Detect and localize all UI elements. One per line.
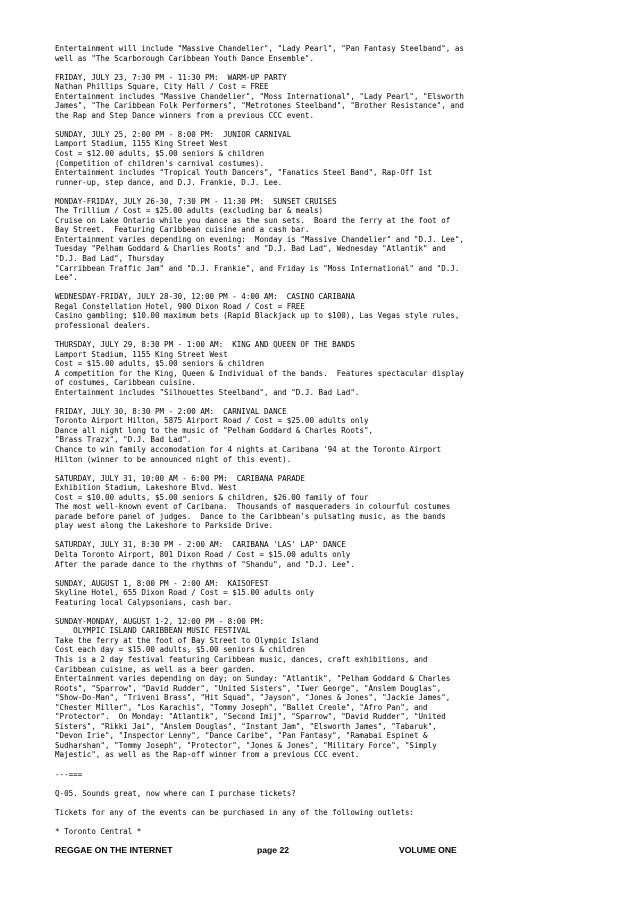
text-line: SUNDAY, AUGUST 1, 8:00 PM - 2:00 AM: KAISOFEST bbox=[55, 578, 269, 588]
text-line: Entertainment varies depending on day; on Sunday: "Atlantik", "Pelham Goddard & Charles bbox=[55, 674, 451, 684]
text-line: MONDAY-FRIDAY, JULY 26-30, 7:30 PM - 11:30 PM: SUNSET CRUISES bbox=[55, 196, 337, 206]
text-line: Entertainment includes "Silhouettes Steelband", and "D.J. Bad Lad". bbox=[55, 387, 360, 397]
text-line: Sudharshan", "Tommy Joseph", "Protector", "Jones & Jones", "Military Force", "Simply bbox=[55, 740, 437, 750]
text-line: Hilton (winner to be announced night of this event). bbox=[55, 454, 292, 464]
text-line: Nathan Phillips Square, City Hall / Cost = FREE bbox=[55, 82, 269, 92]
text-line: well as "The Scarborough Caribbean Youth Dance Ensemble". bbox=[55, 53, 314, 63]
text-line: Casino gambling; $10.00 maximum bets (Rapid Blackjack up to $100), Las Vegas style rules, bbox=[55, 311, 460, 321]
text-line: Tuesday "Pelham Goddard & Charlies Roots" and "D.J. Bad Lad", Wednesday "Atlantik" and bbox=[55, 244, 446, 254]
page-footer bbox=[55, 845, 595, 857]
text-line: After the parade dance to the rhythms of "Shandu", and "D.J. Lee". bbox=[55, 559, 355, 569]
text-line: Tickets for any of the events can be purchased in any of the following outlets: bbox=[55, 807, 414, 817]
text-line: The most well-known event of Caribana. Thousands of masqueraders in colourful costumes bbox=[55, 502, 451, 512]
text-line: Regal Constellation Hotel, 900 Dixon Road / Cost = FREE bbox=[55, 301, 305, 311]
text-line: Exhibition Stadium, Lakeshore Blvd. West bbox=[55, 483, 237, 493]
document-body bbox=[55, 44, 595, 836]
text-line: Q-05. Sounds great, now where can I purchase tickets? bbox=[55, 788, 296, 798]
text-line: "D.J. Bad Lad", Thursday bbox=[55, 254, 165, 264]
text-line: play west along the Lakeshore to Parkside Drive. bbox=[55, 521, 274, 531]
text-line: Entertainment will include "Massive Chandelier", "Lady Pearl", "Pan Fantasy Steelband", as bbox=[55, 44, 464, 53]
text-line: OLYMPIC ISLAND CARIBBEAN MUSIC FESTIVAL bbox=[55, 626, 251, 636]
footer-page-number: page 22 bbox=[257, 845, 290, 855]
text-line: The Trillium / Cost = $25.00 adults (excluding bar & meals) bbox=[55, 206, 324, 216]
text-line: SATURDAY, JULY 31, 8:30 PM - 2:00 AM: CARIBANA 'LAS' LAP' DANCE bbox=[55, 540, 346, 550]
text-line: FRIDAY, JULY 30, 8:30 PM - 2:00 AM: CARNIVAL DANCE bbox=[55, 406, 287, 416]
text-line: Cost = $15.00 adults, $5.00 seniors & children bbox=[55, 359, 265, 369]
text-line: "Show-Do-Man", "Triveni Brass", "Hit Squad", "Jayson", "Jones & Jones", "Jackie James", bbox=[55, 693, 451, 703]
text-line: Entertainment includes "Massive Chandelier", "Moss International", "Lady Pearl", "Elsworth bbox=[55, 91, 464, 101]
text-line: A competition for the King, Queen & Individual of the bands. Features spectacular display bbox=[55, 368, 464, 378]
text-line: Take the ferry at the foot of Bay Street to Olympic Island bbox=[55, 635, 319, 645]
footer-volume: VOLUME ONE bbox=[399, 845, 457, 855]
text-line: "Devon Irie", "Inspector Lenny", "Dance Caribe", "Pan Fantasy", "Ramabai Espinet & bbox=[55, 731, 428, 741]
paragraph bbox=[55, 73, 595, 121]
text-line: Cruise on Lake Ontario while you dance as the sun sets. Board the ferry at the foot of bbox=[55, 215, 451, 225]
text-line: Lamport Stadium, 1155 King Street West bbox=[55, 349, 228, 359]
text-line: runner-up, step dance, and D.J. Frankie, D.J. Lee. bbox=[55, 177, 283, 187]
text-line: SATURDAY, JULY 31, 10:00 AM - 6:00 PM: CARIBANA PARADE bbox=[55, 473, 305, 483]
text-line: SUNDAY, JULY 25, 2:00 PM - 8:00 PM: JUNIOR CARNIVAL bbox=[55, 129, 292, 139]
text-line: Cost each day = $15.00 adults, $5.00 seniors & children bbox=[55, 645, 305, 655]
text-line: Skyline Hotel, 655 Dixon Road / Cost = $15.00 adults only bbox=[55, 588, 314, 598]
text-line: Cost = $12.00 adults, $5.00 seniors & children bbox=[55, 149, 265, 159]
paragraph bbox=[55, 407, 595, 464]
paragraph bbox=[55, 540, 595, 569]
paragraph bbox=[55, 789, 595, 799]
text-line: the Rap and Step Dance winners from a previous CCC event. bbox=[55, 110, 314, 120]
text-line: SUNDAY-MONDAY, AUGUST 1-2, 12:00 PM - 8:00 PM: bbox=[55, 616, 265, 626]
paragraph bbox=[55, 808, 595, 818]
text-line: WEDNESDAY-FRIDAY, JULY 28-30, 12:00 PM - 4:00 AM: CASINO CARIBANA bbox=[55, 292, 355, 302]
text-line: Dance all night long to the music of "Pelham Goddard & Charles Roots", bbox=[55, 425, 374, 435]
text-line: "Chester Miller", "Los Karachis", "Tommy Joseph", "Ballet Creole", "Afro Pan", and bbox=[55, 702, 428, 712]
footer-publication-title: REGGAE ON THE INTERNET bbox=[55, 845, 173, 855]
paragraph bbox=[55, 292, 595, 330]
text-line: parade before panel of judges. Dance to the Caribbean's pulsating music, as the bands bbox=[55, 511, 446, 521]
text-line: Caribbean cuisine, as well as a beer garden. bbox=[55, 664, 255, 674]
text-line: Bay Street. Featuring Caribbean cuisine and a cash bar. bbox=[55, 225, 310, 235]
text-line: * Toronto Central * bbox=[55, 826, 142, 836]
paragraph bbox=[55, 44, 595, 63]
text-line: Cost = $10.00 adults, $5.00 seniors & children, $26.00 family of four bbox=[55, 492, 369, 502]
paragraph bbox=[55, 474, 595, 531]
paragraph bbox=[55, 340, 595, 397]
text-line: "Protector". On Monday: "Atlantik", "Second Imij", "Sparrow", "David Rudder", "United bbox=[55, 712, 446, 722]
text-line: (Competition of children's carnival costumes). bbox=[55, 158, 265, 168]
text-line: Delta Toronto Airport, 801 Dixon Road / Cost = $15.00 adults only bbox=[55, 549, 351, 559]
text-line: ---=== bbox=[55, 769, 83, 779]
paragraph bbox=[55, 579, 595, 608]
text-line: Featuring local Calypsonians, cash bar. bbox=[55, 597, 233, 607]
paragraph bbox=[55, 130, 595, 187]
text-line: Chance to win family accomodation for 4 nights at Caribana '94 at the Toronto Airport bbox=[55, 444, 442, 454]
text-line: Roots", "Sparrow", "David Rudder", "United Sisters", "Iwer George", "Anslem Douglas", bbox=[55, 683, 442, 693]
text-line: "Brass Trazx", "D.J. Bad Lad". bbox=[55, 435, 192, 445]
text-line: "Carribbean Traffic Jam" and "D.J. Frankie", and Friday is "Moss International" and "D.J. bbox=[55, 263, 460, 273]
paragraph bbox=[55, 197, 595, 283]
paragraph bbox=[55, 770, 595, 780]
text-line: Sisters", "Rikki Jai", "Anslem Douglas", "Instant Jam", "Elsworth James", "Tabaruk", bbox=[55, 721, 437, 731]
text-line: of costumes, Caribbean cuisine. bbox=[55, 378, 196, 388]
text-line: James", "The Caribbean Folk Performers", "Metrotones Steelband", "Brother Resistance", and bbox=[55, 101, 464, 111]
paragraph bbox=[55, 617, 595, 760]
text-line: This is a 2 day festival featuring Caribbean music, dances, craft exhibitions, and bbox=[55, 655, 428, 664]
text-line: Toronto Airport Hilton, 5875 Airport Road / Cost = $25.00 adults only bbox=[55, 416, 369, 426]
text-line: Entertainment varies depending on evening: Monday is "Massive Chandelier" and "D.J. Lee", bbox=[55, 234, 464, 244]
paragraph bbox=[55, 827, 595, 837]
text-line: Lee". bbox=[55, 273, 78, 283]
text-line: Majestic", as well as the Rap-off winner from a previous CCC event. bbox=[55, 750, 360, 760]
text-line: THURSDAY, JULY 29, 8:30 PM - 1:00 AM: KING AND QUEEN OF THE BANDS bbox=[55, 339, 355, 349]
text-line: Lamport Stadium, 1155 King Street West bbox=[55, 139, 228, 149]
text-line: professional dealers. bbox=[55, 320, 151, 330]
text-line: FRIDAY, JULY 23, 7:30 PM - 11:30 PM: WARM-UP PARTY bbox=[55, 72, 287, 82]
text-line: Entertainment includes "Tropical Youth Dancers", "Fanatics Steel Band", Rap-Off 1st bbox=[55, 168, 433, 178]
